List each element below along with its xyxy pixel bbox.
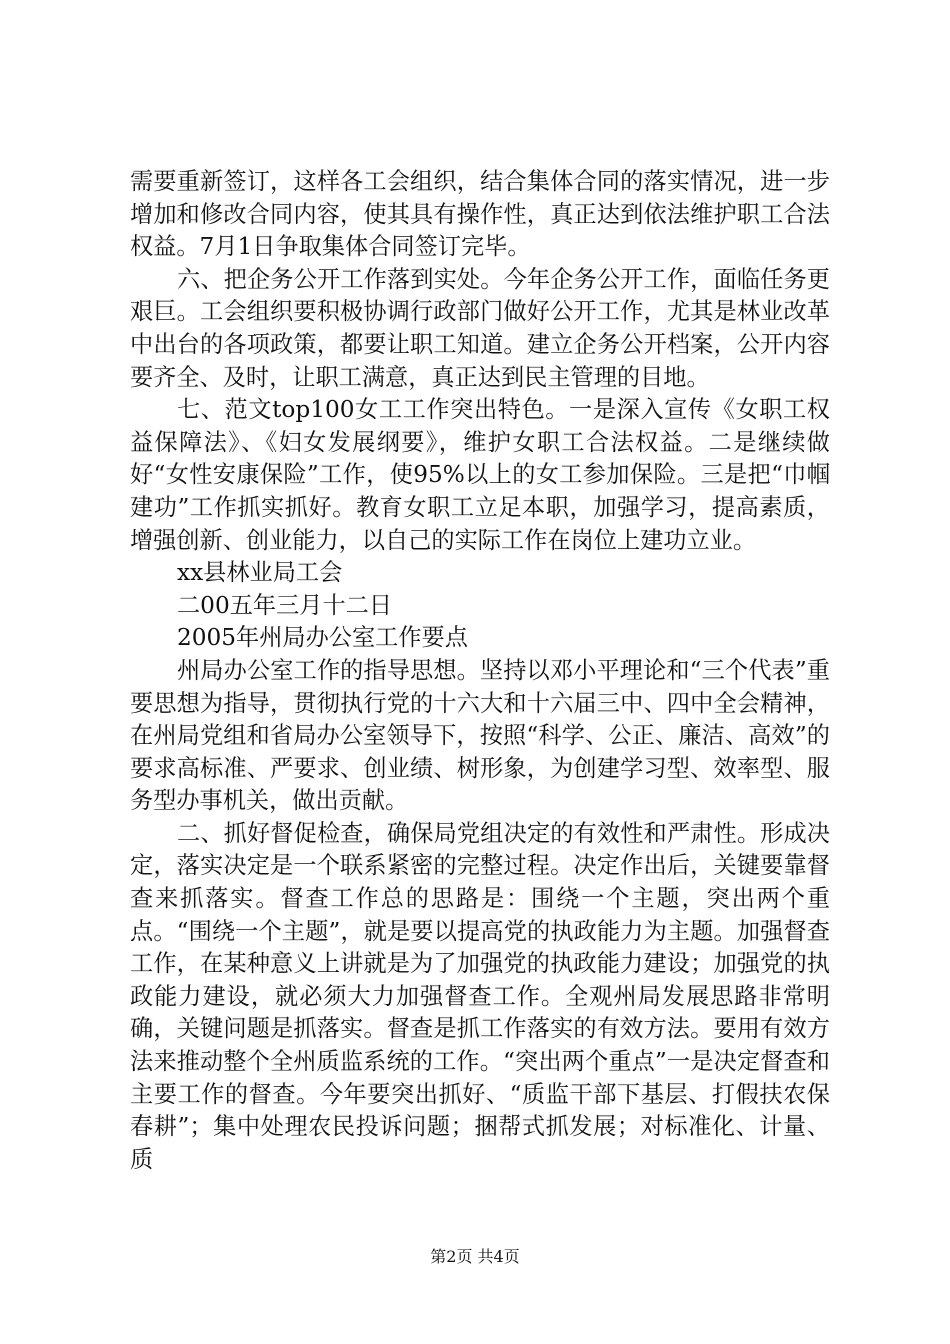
signature-date: 二00五年三月十二日 xyxy=(177,591,393,619)
signature-organization: xx县林业局工会 xyxy=(177,559,343,587)
paragraph: 州局办公室工作的指导思想。坚持以邓小平理论和“三个代表”重要思想为指导，贯彻执行党的十六大和十六届三中、四中全会精神，在州局党组和省局办公室领导下，按照“科学、公正、廉洁、高效”的要求高标准、严要求、创业绩、树形象，为创建学习型、效率型、服务型办事机关，做出贡献。 xyxy=(130,656,830,815)
page-number: 第2页 共4页 xyxy=(430,1247,520,1266)
paragraph: 七、范文top100女工工作突出特色。一是深入宣传《女职工权益保障法》、《妇女发展纲要》，维护女职工合法权益。二是继续做好“女性安康保险”工作，使95%以上的女工参加保险。三是把“巾帼建功”工作抓实抓好。教育女职工立足本职，加强学习，提高素质，增强创新、创业能力，以自己的实际工作在岗位上建功立业。 xyxy=(130,396,830,554)
paragraph: 二、抓好督促检查，确保局党组决定的有效性和严肃性。形成决定，落实决定是一个联系紧密的完整过程。决定作出后，关键要靠督查来抓落实。督查工作总的思路是：围绕一个主题，突出两个重点。“围绕一个主题”，就是要以提高党的执政能力为主题。加强督查工作，在某种意义上讲就是为了加强党的执政能力建设；加强党的执政能力建设，就必须大力加强督查工作。全观州局发展思路非常明确，关键问题是抓落实。督查是抓工作落实的有效方法。要用有效方法来推动整个全州质监系统的工作。“突出两个重点”一是决定督查和主要工作的督查。今年要突出抓好、“质监干部下基层、打假扶农保春耕”；集中处理农民投诉问题；捆帮式抓发展；对标准化、计量、质 xyxy=(130,819,830,1173)
paragraph: 需要重新签订，这样各工会组织，结合集体合同的落实情况，进一步增加和修改合同内容，使其具有操作性，真正达到依法维护职工合法权益。7月1日争取集体合同签订完毕。 xyxy=(130,168,830,261)
section-title: 2005年州局办公室工作要点 xyxy=(177,624,468,652)
document-body xyxy=(130,166,830,1176)
paragraph: 六、把企务公开工作落到实处。今年企务公开工作，面临任务更艰巨。工会组织要积极协调行政部门做好公开工作，尤其是林业改革中出台的各项政策，都要让职工知道。建立企务公开档案，公开内容要齐全、及时，让职工满意，真正达到民主管理的目地。 xyxy=(130,265,830,391)
